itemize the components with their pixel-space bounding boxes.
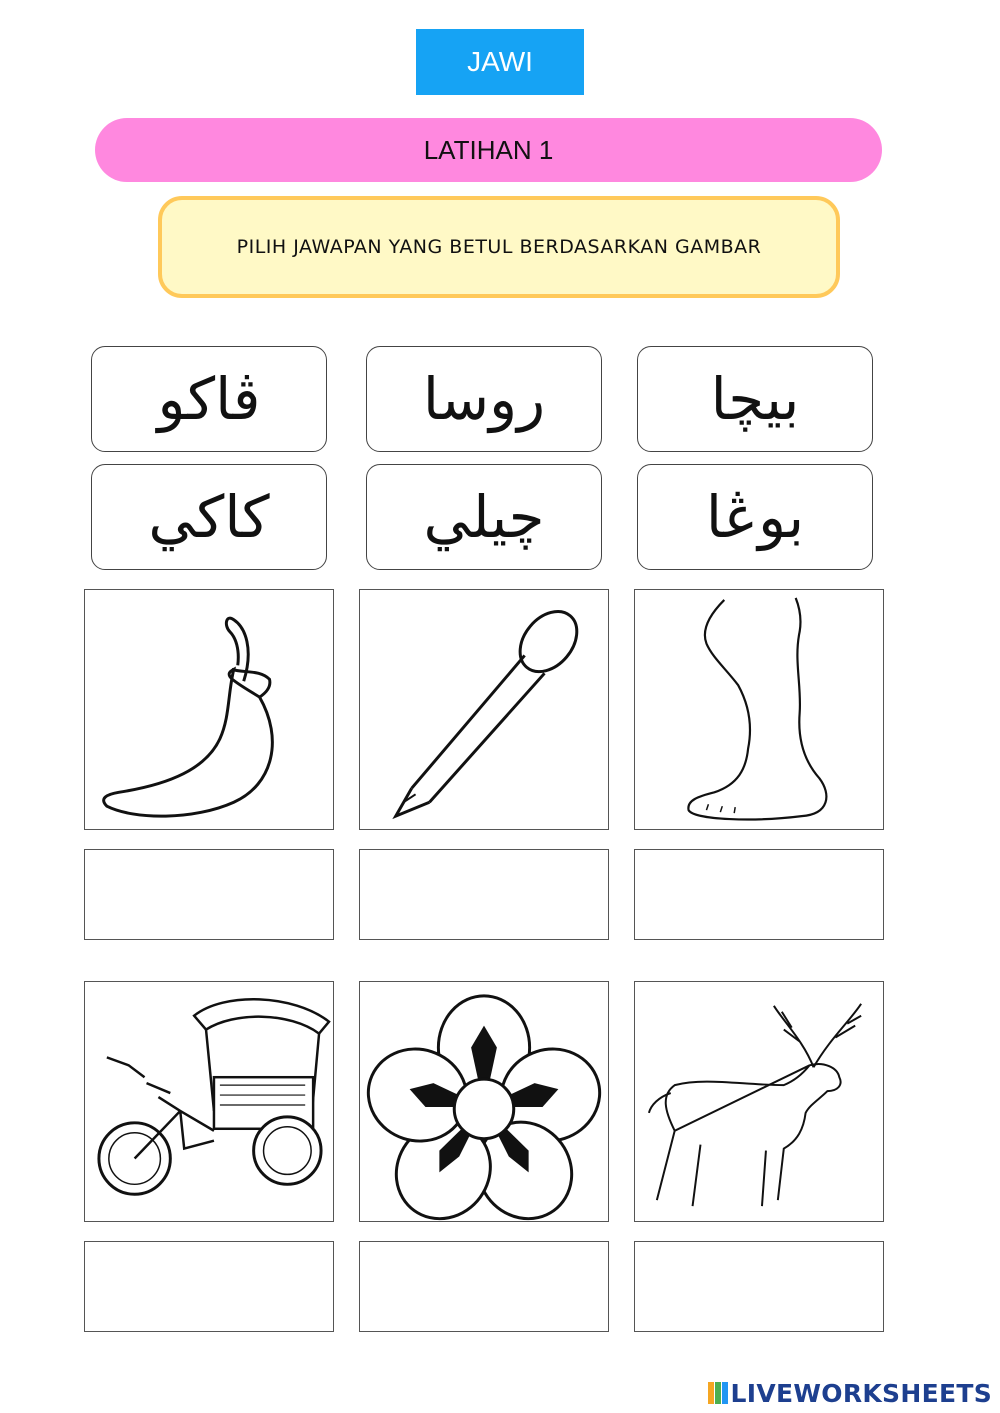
liveworksheets-logo-icon	[707, 1380, 729, 1406]
word-card[interactable]: بوڠا	[637, 464, 873, 570]
picture-chili	[84, 589, 334, 830]
picture-trishaw	[84, 981, 334, 1222]
answer-box[interactable]	[359, 849, 609, 940]
deer-icon	[635, 982, 883, 1221]
brand-watermark	[707, 1376, 992, 1410]
leg-icon	[635, 590, 883, 829]
word-card[interactable]: بيچا	[637, 346, 873, 452]
exercise-title: LATIHAN 1	[95, 118, 882, 182]
instruction-box	[158, 196, 840, 298]
trishaw-icon	[85, 982, 333, 1221]
answer-box[interactable]	[634, 849, 884, 940]
word-card[interactable]: ڤاکو	[91, 346, 327, 452]
picture-flower	[359, 981, 609, 1222]
instruction-text: PILIH JAWAPAN YANG BETUL BERDASARKAN GAMBAR	[236, 236, 762, 258]
nail-icon	[360, 590, 608, 829]
word-card[interactable]: چيلي	[366, 464, 602, 570]
flower-icon	[360, 982, 608, 1221]
brand-name: LIVEWORKSHEETS	[730, 1378, 992, 1408]
answer-box[interactable]	[359, 1241, 609, 1332]
word-card[interactable]: کاکي	[91, 464, 327, 570]
picture-deer	[634, 981, 884, 1222]
answer-box[interactable]	[634, 1241, 884, 1332]
word-card[interactable]: روسا	[366, 346, 602, 452]
subject-badge: JAWI	[416, 29, 584, 95]
answer-box[interactable]	[84, 1241, 334, 1332]
answer-box[interactable]	[84, 849, 334, 940]
chili-icon	[85, 590, 333, 829]
picture-nail	[359, 589, 609, 830]
picture-leg	[634, 589, 884, 830]
